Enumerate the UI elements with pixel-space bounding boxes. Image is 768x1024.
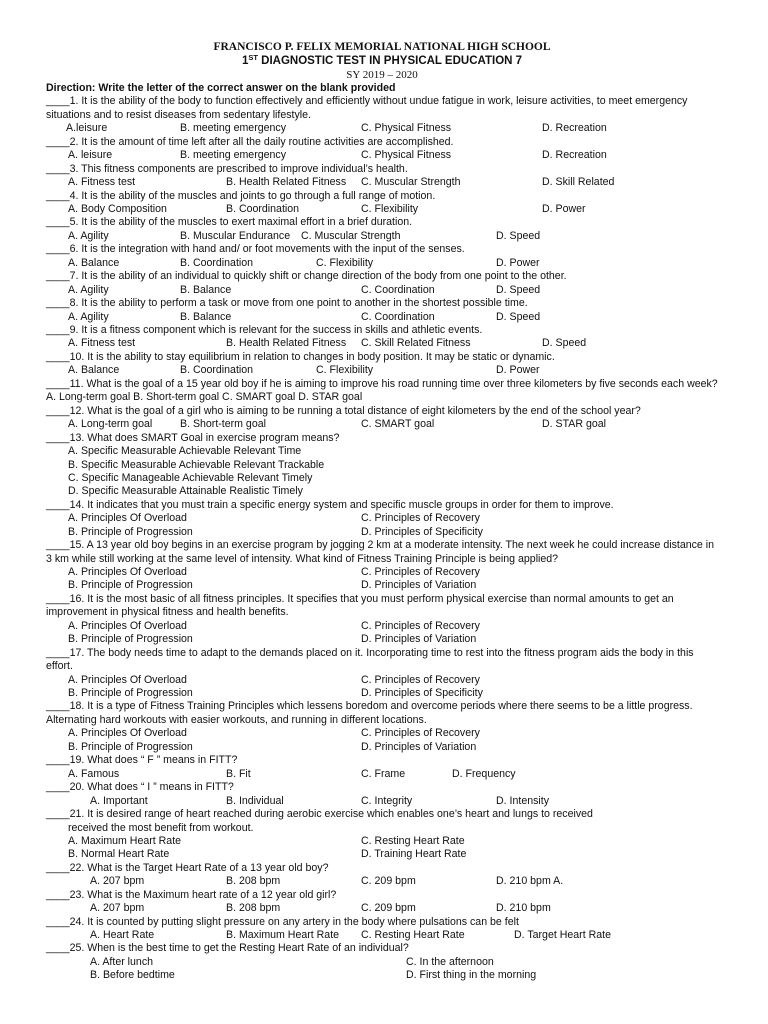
choice-row <box>46 230 718 243</box>
choice-option: C. Integrity <box>361 794 413 807</box>
choice-option: C. SMART goal <box>361 418 435 431</box>
question-item <box>46 136 718 163</box>
choice-option: A. Important <box>90 794 148 807</box>
title-text: DIAGNOSTIC TEST IN PHYSICAL EDUCATION 7 <box>257 55 523 67</box>
choice-option: C. Resting Heart Rate <box>361 834 465 847</box>
choice-row <box>46 149 718 162</box>
choice-option: B. Coordination <box>180 364 254 377</box>
question-text: ____15. A 13 year old boy begins in an exercise program by jogging 2 km at a moderate intensity. The next week he could increase distance in 3 km while still working at the same level of intensity. What kind of Fitness Training Principle is being applied? <box>46 539 715 565</box>
choice-option: C. Resting Heart Rate <box>361 929 465 942</box>
choice-option: C. Flexibility <box>361 203 419 216</box>
question-item <box>46 781 718 808</box>
choice-option: D. Speed <box>542 337 587 350</box>
choice-row <box>46 687 718 700</box>
question-text: ____5. It is the ability of the muscles to exert maximal effort in a brief duration. <box>46 216 413 229</box>
choice-option: C. Skill Related Fitness <box>361 337 471 350</box>
question-text: ____11. What is the goal of a 15 year old boy if he is aiming to improve his road running time over three kilometers by five seconds each week? A. Long-term goal B. Short-term goal C. SMART goal D. STAR goal <box>46 377 718 404</box>
question-text: ____13. What does SMART Goal in exercise program means? <box>46 431 340 444</box>
choice-option: B. Coordination <box>226 203 300 216</box>
choice-option: D. Speed <box>496 310 541 323</box>
choice-option: D. 210 bpm <box>496 902 551 915</box>
question-text: ____21. It is desired range of heart reached during aerobic exercise which enables one’s heart and lungs to received <box>46 808 593 821</box>
choice-option: C. Principles of Recovery <box>361 566 480 579</box>
choice-option: D. Principles of Specificity <box>361 687 483 700</box>
choice-option: D. Frequency <box>452 767 516 780</box>
question-item <box>46 243 718 270</box>
choice-row <box>46 875 718 888</box>
choice-option: D. Specific Measurable Attainable Realistic Timely <box>68 485 303 498</box>
choice-option: A. Agility <box>68 229 109 242</box>
choice-option: C. 209 bpm <box>361 902 416 915</box>
choice-option: A. After lunch <box>90 955 154 968</box>
question-item <box>46 270 718 297</box>
choice-option: A. leisure <box>68 149 113 162</box>
choice-option: D. Power <box>496 256 540 269</box>
question-text: ____2. It is the amount of time left after all the daily routine activities are accomplished. <box>46 135 454 148</box>
choice-row <box>46 257 718 270</box>
question-item <box>46 808 718 862</box>
choice-option: C. Specific Manageable Achievable Relevant Timely <box>68 471 313 484</box>
choice-option: D. Target Heart Rate <box>514 929 611 942</box>
choice-row <box>46 203 718 216</box>
title-ordinal: 1 <box>241 55 249 67</box>
choice-option: B. Balance <box>180 310 232 323</box>
choice-option: C. Physical Fitness <box>361 122 452 135</box>
question-text: ____8. It is the ability to perform a task or move from one point to another in the shortest possible time. <box>46 297 528 310</box>
choice-row <box>46 526 718 539</box>
question-item <box>46 700 718 754</box>
choice-option: A.leisure <box>66 122 108 135</box>
choice-option: B. Health Related Fitness <box>226 176 347 189</box>
choice-option: B. Coordination <box>180 256 254 269</box>
choice-option: A. Principles Of Overload <box>68 619 187 632</box>
choice-option: B. 208 bpm <box>226 875 281 888</box>
question-item <box>46 378 718 405</box>
question-item <box>46 95 718 135</box>
choice-option: D. Skill Related <box>542 176 615 189</box>
choice-option: C. Principles of Recovery <box>361 512 480 525</box>
question-item <box>46 432 718 499</box>
question-text: ____9. It is a fitness component which is relevant for the success in skills and athletic events. <box>46 324 483 337</box>
choice-row <box>46 741 718 754</box>
choice-row <box>46 848 718 861</box>
question-item <box>46 942 718 982</box>
question-item <box>46 351 718 378</box>
title-superscript: ST <box>248 53 258 62</box>
choice-row <box>46 512 718 525</box>
choice-row <box>46 727 718 740</box>
choice-option: A. Agility <box>68 310 109 323</box>
choice-option: B. Muscular Endurance <box>180 229 291 242</box>
question-text: ____14. It indicates that you must train a specific energy system and specific muscle groups in order for them to improve. <box>46 498 614 511</box>
question-text: ____17. The body needs time to adapt to the demands placed on it. Incorporating time to rest into the fitness program aids the body in this effort. <box>46 646 694 673</box>
choice-option: A. Balance <box>68 364 120 377</box>
choice-option: C. Muscular Strength <box>301 229 401 242</box>
choice-option: D. Recreation <box>542 122 607 135</box>
choice-option: A. Specific Measurable Achievable Relevant Time <box>68 445 302 458</box>
choice-option: received the most benefit from workout. <box>68 821 254 834</box>
choice-row <box>46 485 718 498</box>
choice-option: C. 209 bpm <box>361 875 416 888</box>
choice-option: A. Principles Of Overload <box>68 512 187 525</box>
choice-option: B. Principle of Progression <box>68 525 193 538</box>
question-text: ____10. It is the ability to stay equilibrium in relation to changes in body position. It may be static or dynamic. <box>46 350 555 363</box>
choice-option: B. Health Related Fitness <box>226 337 347 350</box>
choice-row <box>46 674 718 687</box>
school-name: FRANCISCO P. FELIX MEMORIAL NATIONAL HIGH SCHOOL <box>213 41 551 53</box>
choice-row <box>46 579 718 592</box>
question-item <box>46 916 718 943</box>
choice-option: D. Recreation <box>542 149 607 162</box>
choice-option: D. 210 bpm A. <box>496 875 564 888</box>
choice-option: D. Speed <box>496 229 541 242</box>
choice-option: C. In the afternoon <box>406 955 494 968</box>
choice-option: A. Long-term goal <box>68 418 153 431</box>
choice-row <box>46 835 718 848</box>
question-item <box>46 862 718 889</box>
choice-row <box>46 445 718 458</box>
choice-option: A. Maximum Heart Rate <box>68 834 182 847</box>
choice-option: D. Power <box>496 364 540 377</box>
question-text: ____16. It is the most basic of all fitness principles. It specifies that you must perform physical exercise than normal amounts to get an improvement in physical fitness and health benefits. <box>46 592 674 619</box>
choice-option: B. Normal Heart Rate <box>68 848 170 861</box>
choice-option: B. Specific Measurable Achievable Relevant Trackable <box>68 458 325 471</box>
question-text: ____22. What is the Target Heart Rate of a 13 year old boy? <box>46 861 329 874</box>
choice-option: D. Speed <box>496 283 541 296</box>
choice-option: C. Coordination <box>361 283 435 296</box>
choice-option: C. Frame <box>361 767 406 780</box>
choice-row <box>46 176 718 189</box>
choice-row <box>46 768 718 781</box>
choice-option: B. Maximum Heart Rate <box>226 929 340 942</box>
question-item <box>46 163 718 190</box>
choice-option: C. Muscular Strength <box>361 176 461 189</box>
question-text: ____23. What is the Maximum heart rate of a 12 year old girl? <box>46 888 337 901</box>
choice-row <box>46 795 718 808</box>
choice-row <box>46 337 718 350</box>
question-item <box>46 297 718 324</box>
choice-option: C. Flexibility <box>316 364 374 377</box>
question-text: ____12. What is the goal of a girl who is aiming to be running a total distance of eight kilometers by the end of the school year? <box>46 404 641 417</box>
choice-option: B. Principle of Progression <box>68 740 193 753</box>
question-item <box>46 647 718 701</box>
choice-option: D. Principles of Variation <box>361 633 477 646</box>
choice-option: B. Short-term goal <box>180 418 266 431</box>
choice-option: A. Principles Of Overload <box>68 673 187 686</box>
choice-option: A. Principles Of Overload <box>68 566 187 579</box>
question-text: ____19. What does “ F ” means in FITT? <box>46 754 238 767</box>
choice-option: D. Principles of Variation <box>361 740 477 753</box>
choice-row <box>46 902 718 915</box>
choice-row <box>46 969 718 982</box>
choice-option: D. Principles of Variation <box>361 579 477 592</box>
question-text: ____3. This fitness components are prescribed to improve individual’s health. <box>46 162 408 175</box>
choice-option: A. Famous <box>68 767 120 780</box>
choice-option: D. STAR goal <box>542 418 606 431</box>
choice-option: B. Principle of Progression <box>68 687 193 700</box>
question-list <box>46 95 718 982</box>
choice-option: C. Flexibility <box>316 256 374 269</box>
choice-option: B. 208 bpm <box>226 902 281 915</box>
question-text: ____18. It is a type of Fitness Training Principles which lessens boredom and overcome periods where there seems to be a little progress. Alternating hard workouts with easier workouts, and running in different locations. <box>46 700 693 726</box>
question-text: ____7. It is the ability of an individual to quickly shift or change direction of the body from one point to the other. <box>46 270 567 283</box>
question-item <box>46 539 718 593</box>
choice-option: A. Fitness test <box>68 337 136 350</box>
choice-row <box>46 459 718 472</box>
choice-option: B. meeting emergency <box>180 149 286 162</box>
choice-option: A. Agility <box>68 283 109 296</box>
choice-row <box>46 929 718 942</box>
choice-option: A. Principles Of Overload <box>68 727 187 740</box>
question-item <box>46 754 718 781</box>
question-item <box>46 593 718 647</box>
choice-option: B. Balance <box>180 283 232 296</box>
choice-row <box>46 284 718 297</box>
choice-option: A. Fitness test <box>68 176 136 189</box>
direction-text: Direction: Write the letter of the correct answer on the blank provided <box>46 82 396 94</box>
choice-option: B. Before bedtime <box>90 969 175 982</box>
choice-option: D. First thing in the morning <box>406 969 537 982</box>
choice-row <box>46 122 718 135</box>
choice-option: C. Principles of Recovery <box>361 619 480 632</box>
choice-row <box>46 633 718 646</box>
choice-option: D. Training Heart Rate <box>361 848 467 861</box>
choice-option: D. Power <box>542 203 586 216</box>
choice-row <box>46 364 718 377</box>
question-item <box>46 190 718 217</box>
choice-option: B. meeting emergency <box>180 122 286 135</box>
choice-option: D. Principles of Specificity <box>361 525 483 538</box>
question-text: ____1. It is the ability of the body to function effectively and efficiently without undue fatigue in work, leisure activities, to meet emergency situations and to resist diseases from sedentary lifestyle. <box>46 95 688 121</box>
choice-option: C. Principles of Recovery <box>361 727 480 740</box>
choice-row <box>46 418 718 431</box>
question-text: ____6. It is the integration with hand and/ or foot movements with the input of the senses. <box>46 243 465 256</box>
question-item <box>46 889 718 916</box>
choice-option: A. 207 bpm <box>90 875 145 888</box>
choice-option: C. Coordination <box>361 310 435 323</box>
question-text: ____4. It is the ability of the muscles and joints to go through a full range of motion. <box>46 189 436 202</box>
question-item <box>46 216 718 243</box>
choice-option: C. Principles of Recovery <box>361 673 480 686</box>
choice-row <box>46 620 718 633</box>
choice-row <box>46 956 718 969</box>
test-title <box>46 54 718 68</box>
choice-option: B. Principle of Progression <box>68 633 193 646</box>
school-year: SY 2019 – 2020 <box>346 69 418 81</box>
choice-row <box>46 822 718 835</box>
choice-option: A. Balance <box>68 256 120 269</box>
choice-option: A. 207 bpm <box>90 902 145 915</box>
choice-option: B. Individual <box>226 794 284 807</box>
choice-option: B. Principle of Progression <box>68 579 193 592</box>
choice-row <box>46 566 718 579</box>
question-text: ____20. What does “ I ” means in FITT? <box>46 781 234 794</box>
choice-option: D. Intensity <box>496 794 549 807</box>
question-item <box>46 499 718 539</box>
question-item <box>46 405 718 432</box>
choice-option: A. Body Composition <box>68 203 167 216</box>
question-text: ____25. When is the best time to get the Resting Heart Rate of an individual? <box>46 942 409 955</box>
choice-option: B. Fit <box>226 767 251 780</box>
choice-option: C. Physical Fitness <box>361 149 452 162</box>
question-item <box>46 324 718 351</box>
question-text: ____24. It is counted by putting slight pressure on any artery in the body where pulsations can be felt <box>46 915 519 928</box>
choice-option: A. Heart Rate <box>90 929 155 942</box>
choice-row <box>46 311 718 324</box>
choice-row <box>46 472 718 485</box>
